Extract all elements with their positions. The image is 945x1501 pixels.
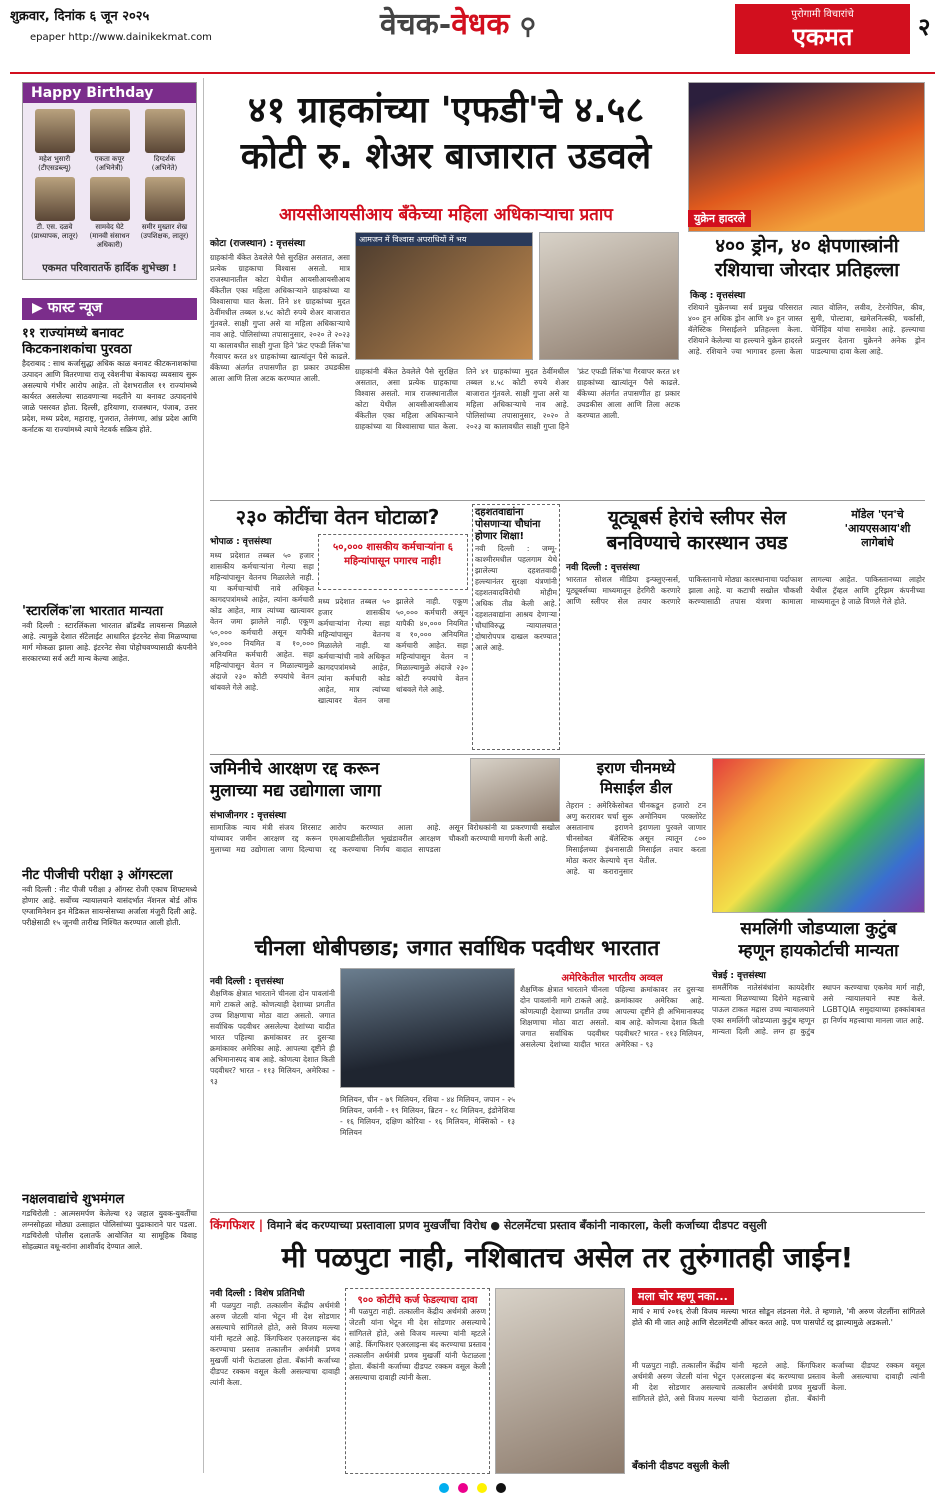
ticker-label: किंगफिशर bbox=[210, 1218, 255, 1232]
land-headline-line1: जमिनीचे आरक्षण रद्द करून bbox=[210, 759, 380, 779]
mallya-text-col1: मी पळपुटा नाही. तत्कालीन केंद्रीय अर्थमंत्री अरुण जेटली यांना भेटून मी देश सोडणार असल्याचे सांगितले होते, असे विजय मल्ल्या यांनी म्हटले आहे. किंगफिशर एअरलाइन्स बंद करण्याचा प्रस्ताव तत्कालीन अर्थमंत्री प्रणव मुखर्जी यांनी फेटाळला होता. बँकांनी कर्जाच्या दीडपट रक्कम वसूल केली असल्याचा दावाही त्यांनी केला. bbox=[210, 1301, 340, 1387]
avatar bbox=[145, 109, 185, 153]
fast-news-label: फास्ट न्यूज bbox=[47, 300, 103, 316]
mallya-photo bbox=[495, 1288, 625, 1474]
person-name: दिग्दर्शक bbox=[153, 155, 176, 163]
youtubers-byline: नवी दिल्ली : वृत्तसंस्था bbox=[566, 563, 640, 573]
person-name: सामवेद घेटे bbox=[95, 223, 124, 231]
section-rule bbox=[210, 500, 925, 501]
birthday-people bbox=[23, 103, 196, 256]
mallya-headline[interactable]: मी पळपुटा नाही, नशिबातच असेल तर तुरुंगातही जाईन! bbox=[281, 1241, 854, 1274]
lead-headline-line2: कोटी रु. शेअर बाजारात उडवले bbox=[240, 136, 652, 177]
terror-text: नवी दिल्ली : जम्मू-काश्मीरमधील पहलगाम येथे झालेल्या दहशतवादी हल्ल्यानंतर सुरक्षा यंत्रणांनी दहशतवादविरोधी मोहीम अधिक तीव्र केली आहे. दहशतवाद्यांना आश्रय देणाऱ्या चौघांविरुद्ध न्यायालयात दोषारोपपत्र दाखल करण्यात आले आहे. bbox=[475, 544, 557, 652]
land-photo bbox=[470, 758, 560, 822]
page-number: २ bbox=[918, 13, 931, 41]
china-byline: नवी दिल्ली : वृत्तसंस्था bbox=[210, 977, 284, 987]
story-text: गडचिरोली : आत्मसमर्पण केलेल्या १३ जहाल युवक-युवतींचा लग्नसोहळा मोठ्या उत्साहात पोलिसांच्या पुढाकाराने पार पडला. गडचिरोली पोलीस दलातर्फे आयोजित या सामूहिक विवाह सोहळ्यात वधू-वरांना आशीर्वाद देण्यात आले. bbox=[22, 1209, 197, 1251]
salary-text-col2: मध्य प्रदेशात तब्बल ५० हजार शासकीय कर्मचाऱ्यांना गेल्या सहा महिन्यांपासून वेतनच मिळालेले नाही. या कर्मचाऱ्यांची नावे अधिकृत कागदपत्रांमध्ये आहेत, त्यांना कर्मचारी कोड आहेत, मात्र त्यांच्या खात्यावर वेतन जमा झालेले नाही. एकूण ५०,००० कर्मचारी असून यापैकी ४०,००० नियमित व १०,००० अनियमित कर्मचारी आहेत. सहा महिन्यांपासून वेतन न मिळाल्यामुळे अंदाजे २३० कोटी रुपयांचे वेतन थांबवले गेले आहे. bbox=[318, 597, 468, 705]
lead-photo-caption: आमजन में विश्वास अपराधियों में भय bbox=[356, 233, 532, 246]
youtubers-text: भारतात सोशल मीडिया इन्फ्लुएन्सर्स, यूट्यूबर्सच्या माध्यमातून हेरगिरी करणारे आणि स्लीपर सेल तयार करणारे पाकिस्तानाचे मोठ्या कारस्थानाचा पर्दाफाश झाला आहे. या कटाची सखोल चौकशी करण्यासाठी तपास यंत्रणा कामाला लागल्या आहेत. पाकिस्तानच्या लाहोर येथील ट्रॅव्हल आणि टुरिझम कंपनीच्या माध्यमातून हे जाळे विणले गेले होते. bbox=[566, 575, 925, 606]
avatar bbox=[35, 177, 75, 221]
birthday-person bbox=[84, 109, 135, 173]
graduation-photo bbox=[340, 968, 515, 1088]
iran-headline-line1: इराण चीनमध्ये bbox=[596, 759, 676, 777]
magenta-dot bbox=[458, 1483, 468, 1493]
ticker-bar: किंगफिशर | विमाने बंद करण्याच्या प्रस्तावाला प्रणव मुखर्जींचा विरोध ● सेटलमेंटचा प्रस्ताव बँकांनी नाकारला, केली कर्जाच्या दीडपट वसुली bbox=[210, 1218, 767, 1232]
salary-headline[interactable]: २३० कोटींचा वेतन घोटाळा? bbox=[235, 505, 440, 529]
masthead-section-title bbox=[380, 2, 620, 56]
china-headline[interactable]: चीनला धोबीपछाड; जगात सर्वाधिक पदवीधर भारतात bbox=[254, 936, 660, 960]
story-headline[interactable]: ११ राज्यांमध्ये बनावट किटकनाशकांचा पुरवठा bbox=[22, 326, 132, 357]
cyan-dot bbox=[439, 1483, 449, 1493]
masthead-left: वेचक- bbox=[380, 7, 452, 42]
mallya-callout-text: मी पळपुटा नाही. तत्कालीन केंद्रीय अर्थमंत्री अरुण जेटली यांना भेटून मी देश सोडणार असल्याचे सांगितले होते, असे विजय मल्ल्या यांनी म्हटले आहे. किंगफिशर एअरलाइन्स बंद करण्याचा प्रस्ताव तत्कालीन अर्थमंत्री प्रणव मुखर्जी यांनी फेटाळला होता. बँकांनी कर्जाच्या दीडपट रक्कम वसूल केली असल्याचा दावाही त्यांनी केला. bbox=[349, 1307, 486, 1382]
mallya-quote-label: मला चोर म्हणू नका... bbox=[632, 1288, 734, 1305]
fast-news-column bbox=[22, 326, 197, 1474]
salary-callout: ५०,००० शासकीय कर्मचाऱ्यांना ६ महिन्यांपासून पगारच नाही! bbox=[318, 534, 468, 590]
ukraine-label: युक्रेन हादरले bbox=[688, 210, 751, 227]
avatar bbox=[145, 177, 185, 221]
epaper-url[interactable]: epaper http://www.dainikekmat.com bbox=[30, 32, 212, 43]
birthday-person bbox=[139, 109, 190, 173]
youtubers-headline-line1: यूट्यूबर्स हेरांचे स्लीपर सेल bbox=[607, 507, 787, 529]
birthday-person bbox=[139, 177, 190, 250]
story-headline[interactable]: 'स्टारलिंक'ला भारतात मान्यता bbox=[22, 604, 163, 619]
ticker-text: विमाने बंद करण्याच्या प्रस्तावाला प्रणव मुखर्जींचा विरोध ● सेटलमेंटचा प्रस्ताव बँकांनी नाकारला, केली कर्जाच्या दीडपट वसुली bbox=[267, 1219, 767, 1232]
iran-text: तेहरान : अमेरिकेसोबत अणु करारावर चर्चा सुरू असतानाच इराणने चीनसोबत बॅलेस्टिक मिसाईलच्या इंधनासाठी मोठा करार केल्याचे वृत्त आहे. या करारानुसार चीनकडून हजारो टन अमोनियम परक्लोरेट इराणला पुरवले जाणार असून त्यातून ८०० मिसाईल तयार करता येतील. bbox=[566, 801, 706, 876]
fast-news-icon: ▶ bbox=[32, 300, 48, 316]
avatar bbox=[35, 109, 75, 153]
birthday-person bbox=[29, 177, 80, 250]
lead-byline: कोटा (राजस्थान) : वृत्तसंस्था bbox=[210, 239, 306, 249]
lead-text-col2: ग्राहकांनी बँकेत ठेवलेले पैसे सुरक्षित असतात, असा प्रत्येक ग्राहकाचा विश्वास असतो. मात्र राजस्थानातील कोटा येथील आयसीआयसीआय बँकेतील एका महिला अधिकाऱ्याने ग्राहकांच्या या विश्वासाचा घात केला. तिने ४१ ग्राहकांच्या मुदत ठेवींमधील तब्बल ४.५८ कोटी रुपये शेअर बाजारात गुंतवले. साक्षी गुप्ता असे या महिला अधिकाऱ्याचे नाव आहे. पोलिसांच्या तपासानुसार, २०२० ते २०२३ या कालावधीत साक्षी गुप्ता हिने 'फ्रंट एफडी लिंक'चा गैरवापर करत ४१ ग्राहकांच्या खात्यांतून पैसे काढले. बँकेच्या अंतर्गत तपासणीत हा प्रकार उघडकीस आला आणि तिला अटक करण्यात आली. bbox=[355, 367, 680, 431]
iran-headline-line2: मिसाईल डील bbox=[600, 779, 672, 797]
lead-photo-woman bbox=[539, 232, 679, 360]
person-desc: (प्राध्यापक, लातूर) bbox=[31, 232, 78, 240]
story-headline[interactable]: नीट पीजीची परीक्षा ३ ऑगस्टला bbox=[22, 868, 173, 883]
ukraine-headline-line2: रशियाचा जोरदार प्रतिहल्ला bbox=[714, 259, 900, 281]
china-us-label: अमेरिकेतील भारतीय अव्वल bbox=[561, 973, 663, 984]
ukraine-byline: किव्ह : वृत्तसंस्था bbox=[690, 291, 746, 301]
pride-photo bbox=[712, 758, 925, 913]
land-byline: संभाजीनगर : वृत्तसंस्था bbox=[210, 811, 287, 821]
masthead-right: वेधक bbox=[451, 7, 510, 42]
header-rule bbox=[10, 72, 935, 74]
person-name: एकता कपूर bbox=[94, 155, 125, 163]
magnifier-icon: ⚲ bbox=[519, 14, 536, 40]
lead-photo-police bbox=[355, 232, 533, 360]
mallya-quote: मार्च २ मार्च २०१६ रोजी विजय मल्ल्या भारत सोडून लंडनला गेले. ते म्हणाले, 'मी अरुण जेटलींना सांगितले होते की मी जात आहे आणि सेटलमेंटची ऑफर करत आहे. पण पासपोर्ट रद्द झाल्यामुळे अडकलो.' bbox=[632, 1307, 925, 1327]
birthday-greeting: एकमत परिवारातर्फे हार्दिक शुभेच्छा ! bbox=[42, 263, 177, 274]
mallya-callout: ९०० कोटींचे कर्ज फेडल्याचा दावा bbox=[357, 1295, 478, 1306]
issue-date: शुक्रवार, दिनांक ६ जून २०२५ bbox=[10, 9, 150, 24]
person-name: समीर मुख्तार शेख bbox=[141, 223, 188, 231]
section-rule bbox=[210, 1212, 925, 1213]
birthday-box bbox=[22, 82, 197, 280]
birthday-person bbox=[29, 109, 80, 173]
person-desc: (टीएसडब्ल्यू) bbox=[38, 164, 71, 172]
person-name: टी. एस. दळवे bbox=[36, 223, 73, 231]
lead-headline[interactable] bbox=[210, 88, 682, 180]
mallya-text-col2: मी पळपुटा नाही. तत्कालीन केंद्रीय अर्थमंत्री अरुण जेटली यांना भेटून मी देश सोडणार असल्याचे सांगितले होते, असे विजय मल्ल्या यांनी म्हटले आहे. किंगफिशर एअरलाइन्स बंद करण्याचा प्रस्ताव तत्कालीन अर्थमंत्री प्रणव मुखर्जी यांनी फेटाळला होता. बँकांनी कर्जाच्या दीडपट रक्कम वसूल केली असल्याचा दावाही त्यांनी केला. bbox=[632, 1361, 925, 1403]
newspaper-logo bbox=[735, 4, 910, 54]
china-text: शैक्षणिक क्षेत्रात भारताने चीनला दोन पावलांनी मागे टाकले आहे. कोणत्याही देशाच्या प्रगतीत उच्च शिक्षणाचा मोठा वाटा असतो. जगात सर्वाधिक पदवीधर असलेल्या देशांच्या यादीत भारत पहिल्या क्रमांकावर तर दुसऱ्या क्रमांकावर अमेरिका आहे. आपल्या दृष्टीने ही अभिमानास्पद बाब आहे. कोणत्या देशात किती पदवीधर? भारत - ११३ मिलियन, अमेरिका - ९३ bbox=[210, 989, 335, 1086]
salary-text-col1: मध्य प्रदेशात तब्बल ५० हजार शासकीय कर्मचाऱ्यांना गेल्या सहा महिन्यांपासून वेतनच मिळालेले नाही. या कर्मचाऱ्यांची नावे अधिकृत कागदपत्रांमध्ये आहेत, त्यांना कर्मचारी कोड आहेत, मात्र त्यांच्या खात्यावर वेतन जमा झालेले नाही. एकूण ५०,००० कर्मचारी असून यापैकी ४०,००० नियमित व १०,००० अनियमित कर्मचारी आहेत. सहा महिन्यांपासून वेतन न मिळाल्यामुळे अंदाजे २३० कोटी रुपयांचे वेतन थांबवले गेले आहे. bbox=[210, 551, 314, 692]
avatar bbox=[90, 177, 130, 221]
youtubers-headline[interactable] bbox=[566, 506, 828, 556]
iran-headline[interactable] bbox=[566, 758, 706, 798]
birthday-title: Happy Birthday bbox=[23, 83, 196, 103]
land-headline[interactable] bbox=[210, 758, 465, 802]
lead-subhead: आयसीआयसीआय बँकेच्या महिला अधिकाऱ्याचा प्रताप bbox=[279, 205, 613, 225]
samesex-text: समलैंगिक नातेसंबंधांना कायदेशीर मान्यता मिळण्याच्या दिशेने महत्त्वाचे पाऊल टाकत मद्रास उच्च न्यायालयाने एका समलिंगी जोडप्याला कुटुंब म्हणून मान्यता दिली आहे. लग्न हा कुटुंब स्थापन करण्याचा एकमेव मार्ग नाही, असे न्यायालयाने स्पष्ट केले. LGBTQIA समुदायाच्या हक्कांबाबत हा निर्णय महत्त्वाचा मानला जात आहे. bbox=[712, 983, 925, 1036]
mallya-callout-box bbox=[345, 1288, 490, 1474]
mallya-subhead: बँकांनी दीडपट वसुली केली bbox=[632, 1461, 730, 1472]
youtubers-headline-line2: बनविण्याचे कारस्थान उघड bbox=[606, 532, 788, 554]
samesex-headline-line2: म्हणून हायकोर्टाची मान्यता bbox=[738, 941, 899, 961]
china-text-2: शैक्षणिक क्षेत्रात भारताने चीनला दोन पावलांनी मागे टाकले आहे. कोणत्याही देशाच्या प्रगतीत उच्च शिक्षणाचा मोठा वाटा असतो. जगात सर्वाधिक पदवीधर असलेल्या देशांच्या यादीत भारत पहिल्या क्रमांकावर तर दुसऱ्या क्रमांकावर अमेरिका आहे. आपल्या दृष्टीने ही अभिमानास्पद बाब आहे. कोणत्या देशात किती पदवीधर? भारत - ११३ मिलियन, अमेरिका - ९३ bbox=[520, 985, 704, 1049]
samesex-headline[interactable] bbox=[712, 918, 925, 962]
brand-tagline: पुरोगामी विचारांचे bbox=[791, 9, 854, 20]
person-name: महेश भुसारी bbox=[38, 155, 71, 163]
lead-headline-line1: ४१ ग्राहकांच्या 'एफडी'चे ४.५८ bbox=[247, 90, 645, 131]
section-rule bbox=[210, 754, 925, 755]
person-desc: (अभिनेत्री) bbox=[95, 164, 124, 172]
registration-marks bbox=[0, 1478, 945, 1498]
samesex-headline-line1: समलिंगी जोडप्याला कुटुंब bbox=[740, 919, 897, 939]
story-text: नवी दिल्ली : नीट पीजी परीक्षा ३ ऑगस्ट रोजी एकाच शिफ्टमध्ये होणार आहे. सर्वोच्च न्यायालयाने यासंदर्भात नॅशनल बोर्ड ऑफ एग्जामिनेशन इन मेडिकल सायन्सेसच्या अर्जाला मंजुरी दिली आहे. परीक्षेसाठी १५ जूनची तारीख निश्चित करण्यात आली होती. bbox=[22, 885, 197, 927]
column-divider bbox=[203, 78, 204, 1473]
samesex-byline: चेन्नई : वृत्तसंस्था bbox=[712, 971, 766, 981]
story-text: नवी दिल्ली : स्टारलिंकला भारतात ब्रॉडबँड लायसन्स मिळाले आहे. त्यामुळे देशात सॅटेलाईट आधारित इंटरनेट सेवा मिळण्याचा मार्ग मोकळा झाला आहे. इंटरनेट सेवा पोहोचवण्यासाठी कंपनीने सरकारच्या सर्व अटी मान्य केल्या आहेत. bbox=[22, 621, 197, 663]
mallya-byline: नवी दिल्ली : विशेष प्रतिनिधी bbox=[210, 1289, 305, 1299]
person-desc: (मानवी संसाधन अधिकारी) bbox=[89, 232, 130, 249]
brand-name: एकमत bbox=[792, 22, 853, 51]
ukraine-headline[interactable] bbox=[686, 234, 928, 282]
story-text: हैदराबाद : साथ कर्जासुद्धा अधिक काळ बनावट कीटकनाशकांचा उत्पादन आणि वितरणाचा राजू रवेशनीचा बेकायदा व्यवसाय सुरू असल्याचे गंभीर आरोप आहेत. तो देशभरातील ११ राज्यांमध्ये कार्यरत असलेल्या साठवणाऱ्या मदतीने या बनावट उत्पादनांचे जाळे पसरवत होता. दिल्ली, हरियाणा, राजस्थान, पंजाब, उत्तर प्रदेश, मध्य प्रदेश, महाराष्ट्र, गुजरात, तेलंगणा, आंध्र प्रदेश आणि कर्नाटक या राज्यांमध्ये त्याचे नेटवर्क सक्रिय होते. bbox=[22, 359, 197, 434]
ukraine-text: रशियाने युक्रेनच्या सर्व प्रमुख परिसरात ४०० हून अधिक ड्रोन आणि ४० हून जास्त बॅलेस्टिक मिसाईलने प्रतिहल्ला केला. रशियाने केलेल्या या हल्ल्याने युक्रेन हादरले आहे. रशियाने ज्या भागावर हल्ला केला त्यात वोलिन, लवीव, टेरनोपिल, कीव, सुमी, पोल्टावा, खमेलनित्स्की, चर्कासी, चेर्निहिव यांचा समावेश आहे. हल्ल्याचा प्रत्युत्तर देताना युक्रेनने अनेक ड्रोन पाडल्याचा दावा केला आहे. bbox=[688, 303, 925, 356]
person-desc: (उपशिक्षक, लातूर) bbox=[140, 232, 189, 240]
story-headline[interactable]: नक्षलवाद्यांचे शुभमंगल bbox=[22, 1192, 125, 1207]
terror-headline[interactable]: दहशतवाद्यांना पोसणाऱ्या चौघांना होणार शिक्षा! bbox=[475, 507, 541, 542]
lead-text-col1: ग्राहकांनी बँकेत ठेवलेले पैसे सुरक्षित असतात, असा प्रत्येक ग्राहकाचा विश्वास असतो. मात्र राजस्थानातील कोटा येथील आयसीआयसीआय बँकेतील एका महिला अधिकाऱ्याने ग्राहकांच्या या विश्वासाचा घात केला. तिने ४१ ग्राहकांच्या मुदत ठेवींमधील तब्बल ४.५८ कोटी रुपये शेअर बाजारात गुंतवले. साक्षी गुप्ता असे या महिला अधिकाऱ्याचे नाव आहे. पोलिसांच्या तपासानुसार, २०२० ते २०२३ या कालावधीत साक्षी गुप्ता हिने 'फ्रंट एफडी लिंक'चा गैरवापर करत ४१ ग्राहकांच्या खात्यांतून पैसे काढले. बँकेच्या अंतर्गत तपासणीत हा प्रकार उघडकीस आला आणि तिला अटक करण्यात आली. bbox=[210, 253, 350, 383]
salary-byline: भोपाळ : वृत्तसंस्था bbox=[210, 537, 272, 547]
person-desc: (अभिनेते) bbox=[151, 164, 178, 172]
land-headline-line2: मुलाच्या मद्य उद्योगाला जागा bbox=[210, 781, 382, 801]
youtubers-side-note: मॉडेल 'एन'चे 'आयएसआय'शी लागेबांधे bbox=[844, 508, 911, 549]
fast-news-banner bbox=[22, 298, 197, 320]
terror-box bbox=[472, 504, 560, 750]
birthday-person bbox=[84, 177, 135, 250]
china-stats: मिलियन, चीन - ७९ मिलियन, रशिया - ४४ मिलियन, जपान - २५ मिलियन, जर्मनी - १९ मिलियन, ब्रिटन - १८ मिलियन, इंडोनेशिया - १६ मिलियन, दक्षिण कोरिया - १६ मिलियन, मेक्सिको - १३ मिलियन bbox=[340, 1095, 515, 1137]
land-text: सामाजिक न्याय मंत्री संजय शिरसाट यांच्यावर जमीन आरक्षण रद्द करून मुलाच्या मद्य उद्योगाला जागा दिल्याचा आरोप करण्यात आला आहे. एमआयडीसीतील भूखंडावरील आरक्षण रद्द करण्याचा निर्णय वादात सापडला असून विरोधकांनी या प्रकरणाची सखोल चौकशी करण्याची मागणी केली आहे. bbox=[210, 823, 560, 854]
black-dot bbox=[496, 1483, 506, 1493]
ukraine-headline-line1: ४०० ड्रोन, ४० क्षेपणास्त्रांनी bbox=[715, 235, 899, 257]
yellow-dot bbox=[477, 1483, 487, 1493]
avatar bbox=[90, 109, 130, 153]
